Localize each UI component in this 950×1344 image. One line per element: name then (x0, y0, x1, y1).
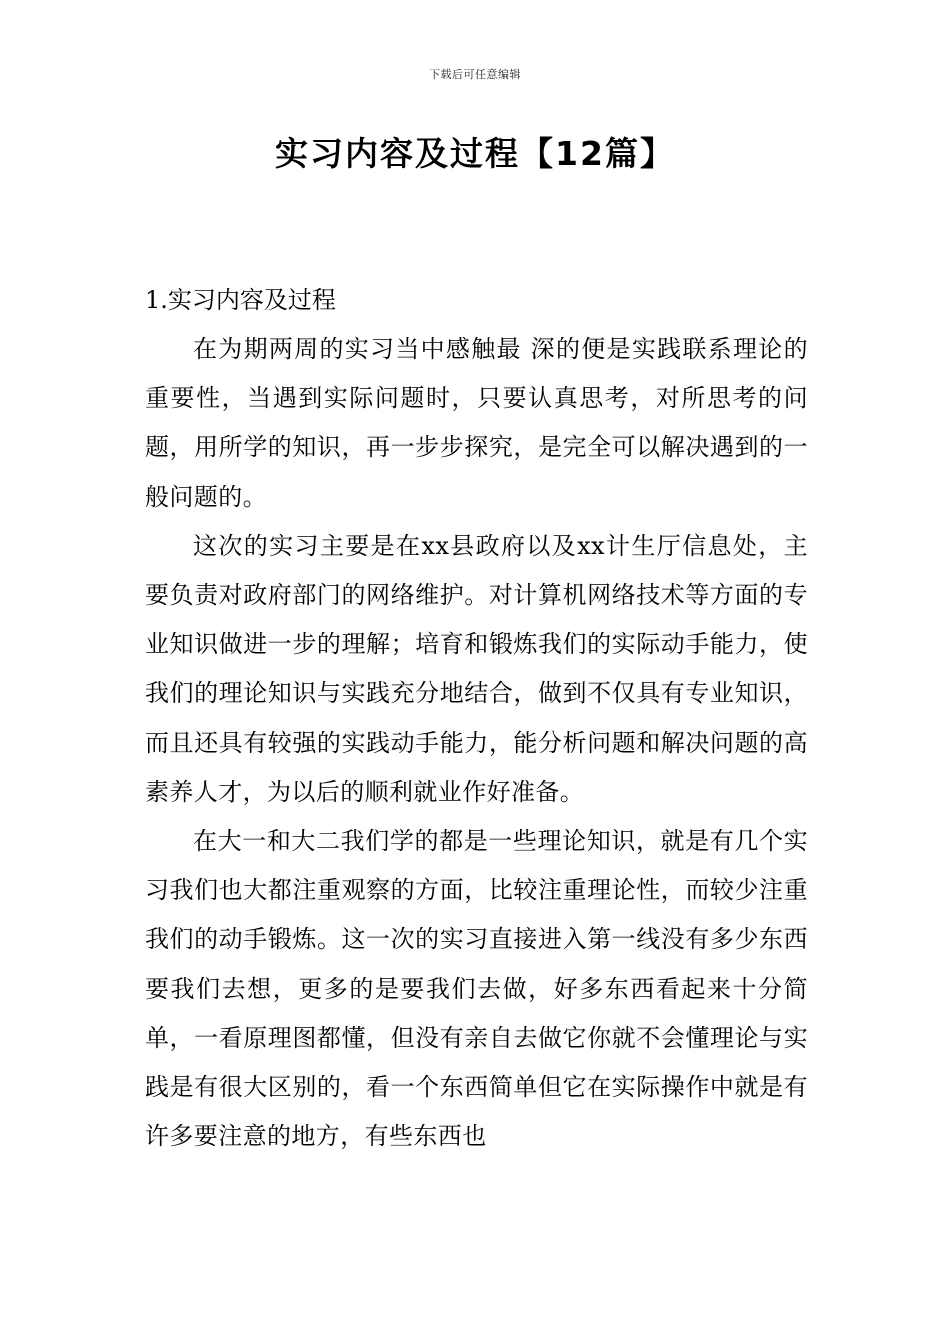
document-body (145, 276, 808, 1161)
body-paragraph: 在大一和大二我们学的都是一些理论知识，就是有几个实习我们也大都注重观察的方面，比较注重理论性，而较少注重我们的动手锻炼。这一次的实习直接进入第一线没有多少东西要我们去想，更多的是要我们去做，好多东西看起来十分简单，一看原理图都懂，但没有亲自去做它你就不会懂理论与实践是有很大区别的，看一个东西简单但它在实际操作中就是有许多要注意的地方，有些东西也 (145, 827, 808, 1151)
header-note: 下载后可任意编辑 (429, 68, 521, 81)
body-paragraph: 这次的实习主要是在xx县政府以及xx计生厅信息处，主要负责对政府部门的网络维护。对计算机网络技术等方面的专业知识做进一步的理解；培育和锻炼我们的实际动手能力，使我们的理论知识与实践充分地结合，做到不仅具有专业知识，而且还具有较强的实践动手能力，能分析问题和解决问题的高素养人才，为以后的顺利就业作好准备。 (145, 531, 808, 806)
body-paragraph: 在为期两周的实习当中感触最 深的便是实践联系理论的重要性，当遇到实际问题时，只要认真思考，对所思考的问题，用所学的知识，再一步步探究，是完全可以解决遇到的一般问题的。 (145, 335, 808, 511)
document-title: 实习内容及过程【12篇】 (275, 134, 675, 173)
section-heading: 1.实习内容及过程 (145, 286, 336, 314)
